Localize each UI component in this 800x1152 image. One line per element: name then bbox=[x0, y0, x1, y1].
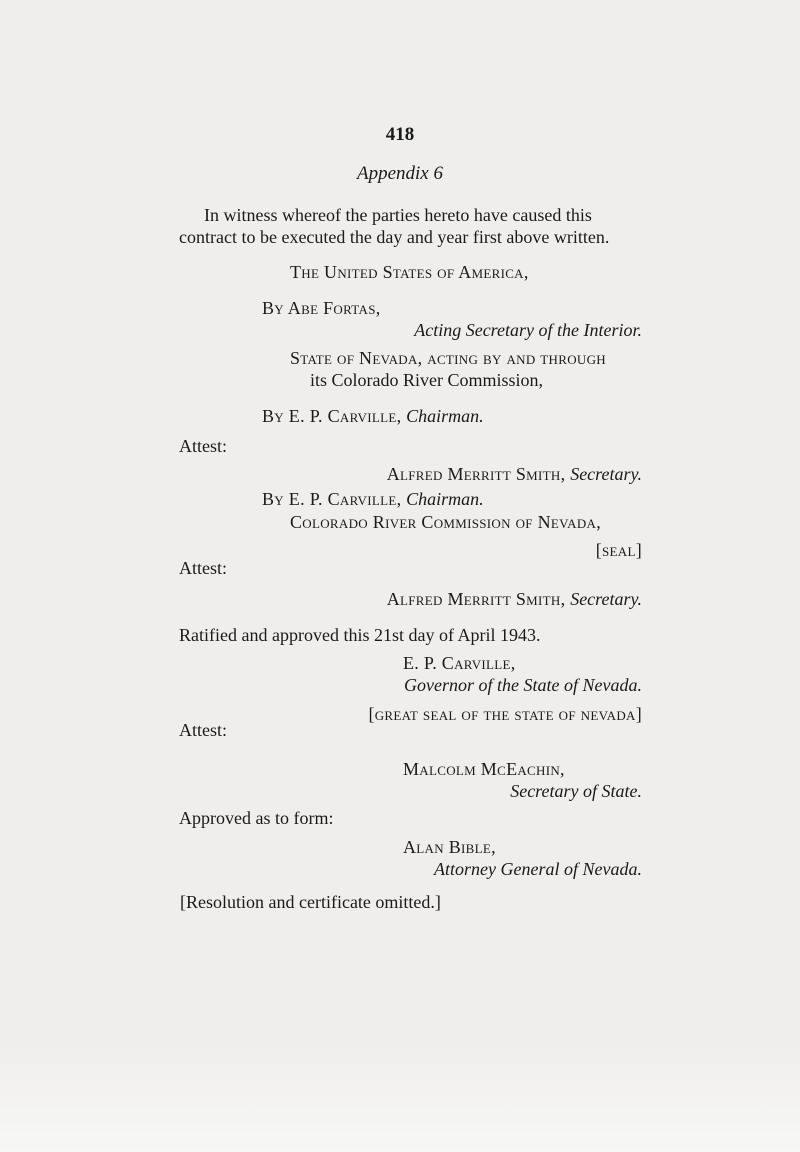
nevada-signatory-line-2: its Colorado River Commission, bbox=[310, 370, 544, 390]
page-number: 418 bbox=[385, 124, 415, 145]
secretary-of-state-title: Secretary of State. bbox=[510, 781, 642, 801]
secretary-of-state-name: Malcolm McEachin, bbox=[403, 759, 565, 779]
governor-name: E. P. Carville, bbox=[403, 653, 516, 673]
commission-by-title: Chairman. bbox=[406, 489, 484, 509]
attest-title-2: Secretary. bbox=[570, 589, 642, 609]
commission-by-line bbox=[262, 488, 484, 510]
attest-label-2: Attest: bbox=[179, 558, 227, 578]
nevada-by-line bbox=[262, 405, 484, 427]
page-bottom-margin bbox=[0, 1040, 800, 1152]
ratification-text: Ratified and approved this 21st day of April 1943. bbox=[179, 625, 541, 645]
witness-line-1: In witness whereof the parties hereto have caused this bbox=[204, 205, 592, 225]
usa-by-line: By Abe Fortas, bbox=[262, 298, 381, 318]
attest-title-1: Secretary. bbox=[570, 464, 642, 484]
usa-signatory: The United States of America, bbox=[290, 262, 529, 282]
attest-signature-1 bbox=[300, 463, 642, 485]
witness-line-2: contract to be executed the day and year first above written. bbox=[179, 227, 610, 247]
governor-title: Governor of the State of Nevada. bbox=[404, 675, 642, 695]
approval-label: Approved as to form: bbox=[179, 808, 334, 828]
commission-by-name: By E. P. Carville, bbox=[262, 489, 407, 509]
nevada-signatory: State of Nevada, acting by and through bbox=[290, 348, 606, 368]
nevada-by-title: Chairman. bbox=[406, 406, 484, 426]
omission-note: [Resolution and certificate omitted.] bbox=[180, 892, 441, 912]
attest-label-3: Attest: bbox=[179, 720, 227, 740]
attest-name-2: Alfred Merritt Smith, bbox=[386, 589, 571, 609]
usa-title: Acting Secretary of the Interior. bbox=[414, 320, 642, 340]
attorney-general-name: Alan Bible, bbox=[403, 837, 496, 857]
commission-name: Colorado River Commission of Nevada, bbox=[290, 512, 602, 532]
great-seal-notation: [great seal of the state of nevada] bbox=[368, 704, 642, 724]
commission-seal: [seal] bbox=[595, 540, 642, 560]
attest-signature-2 bbox=[300, 588, 642, 610]
attest-label-1: Attest: bbox=[179, 436, 227, 456]
nevada-by-name: By E. P. Carville, bbox=[262, 406, 407, 426]
running-head: Appendix 6 bbox=[356, 163, 443, 184]
attorney-general-title: Attorney General of Nevada. bbox=[434, 859, 642, 879]
attest-name-1: Alfred Merritt Smith, bbox=[386, 464, 571, 484]
